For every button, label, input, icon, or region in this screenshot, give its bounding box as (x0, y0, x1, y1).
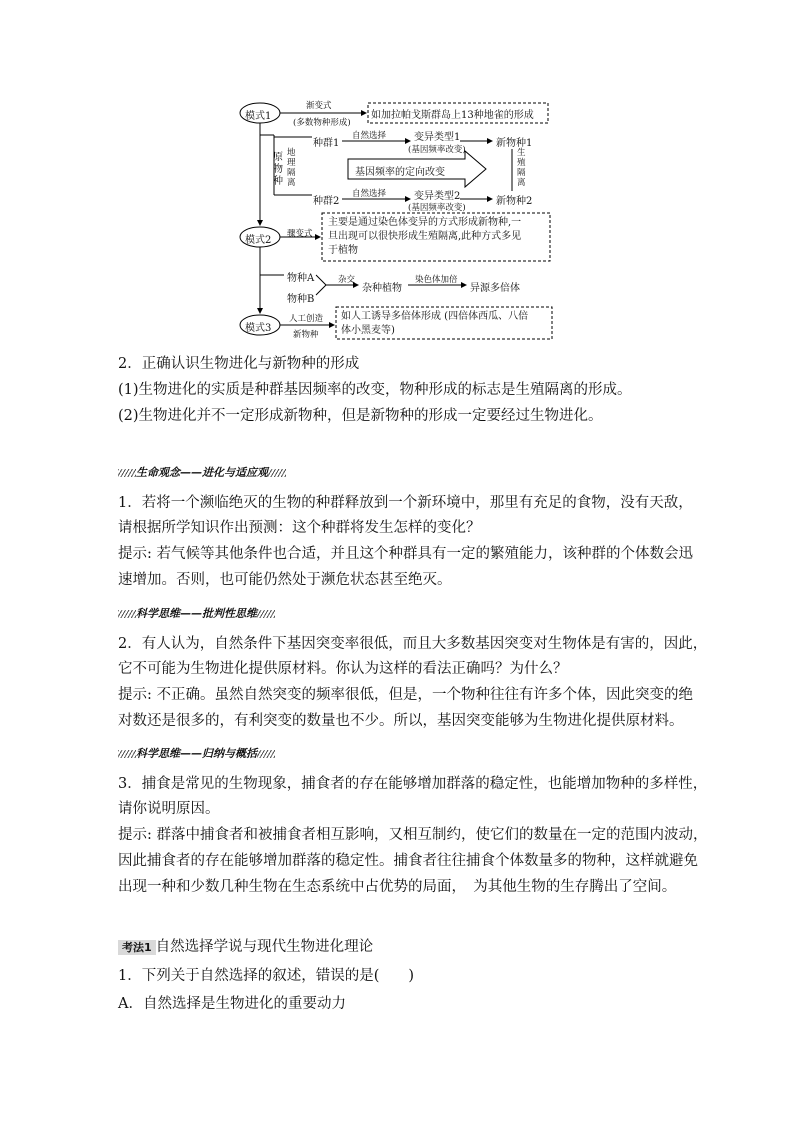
mode2-label: 模式2 (245, 235, 272, 246)
topic1-line: 速增加。否则，也可能仍然处于濒危状态甚至绝灭。 (118, 572, 452, 588)
topic2-line: 它不可能为生物进化提供原材料。你认为这样的看法正确吗？为什么？ (118, 661, 568, 677)
natural-selection-1: 自然选择 (352, 131, 387, 141)
speciesA-label: 物种A (287, 273, 315, 284)
population1-label: 种群1 (313, 138, 340, 149)
new-species2-label: 新物种2 (496, 196, 533, 207)
gene-freq-change-2: (基因频率改变) (408, 203, 466, 213)
topic3-header: 科学思维——归纳与概括 (118, 745, 275, 761)
natural-selection-2: 自然选择 (352, 189, 387, 199)
topic2-header: 科学思维——批判性思维 (118, 605, 275, 621)
topic2-line: 提示: 不正确。虽然自然突变的频率很低，但是，一个物种往往有许多个体，因此突变的绝 (118, 687, 693, 703)
section2-point1: (1)生物进化的实质是种群基因频率的改变，物种形成的标志是生殖隔离的形成。 (118, 382, 632, 398)
geo-isolation-label: 地 理 隔 离 (287, 148, 296, 188)
kaofa-title: 自然选择学说与现代生物进化理论 (155, 939, 374, 955)
original-species-label: 原 物 种 (273, 152, 283, 187)
new-species-label: 新物种 (293, 330, 319, 340)
topic2-line: 对数还是很多的，有利突变的数量也不少。所以，基因突变能够为生物进化提供原材料。 (118, 713, 684, 729)
topic1-header: 生命观念——进化与适应观 (118, 464, 286, 480)
population2-label: 种群2 (313, 196, 340, 207)
hybrid-plant-label: 杂种植物 (362, 283, 402, 294)
allopolyploid-label: 异源多倍体 (470, 283, 520, 294)
hybrid-label: 杂交 (338, 275, 356, 285)
gene-freq-change-1: (基因频率改变) (408, 145, 466, 155)
topic3-line: 请你说明原因。 (118, 801, 220, 817)
topic3-line: 因此捕食者的存在能够增加群落的稳定性。捕食者往往捕食个体数量多的物种，这样就避免 (118, 853, 698, 869)
option-a: A．自然选择是生物进化的重要动力 (118, 996, 346, 1012)
topic2-line: 2．有人认为，自然条件下基因突变率很低，而且大多数基因突变对生物体是有害的，因此， (118, 636, 708, 652)
question1: 1．下列关于自然选择的叙述，错误的是( ) (118, 968, 415, 984)
kaofa-badge: 考法1 (118, 940, 156, 955)
topic3-line: 3．捕食是常见的生物现象，捕食者的存在能够增加群落的稳定性，也能增加物种的多样性， (118, 776, 708, 792)
mode2-description: 主要是通过染色体变异的方式形成新物种,一 旦出现可以很快形成生殖隔离,此种方式多见 于植物 (328, 217, 522, 256)
kaofa-heading (118, 935, 373, 960)
variation1-label: 变异类型1 (414, 132, 461, 143)
section2-point2: (2)生物进化并不一定形成新物种，但是新物种的形成一定要经过生物进化。 (118, 408, 603, 424)
gradual-label: 渐变式 (306, 101, 332, 111)
galapagos-example: 如加拉帕戈斯群岛上13种地雀的形成 (371, 110, 534, 121)
sudden-label: 骤变式 (287, 229, 313, 239)
artificial-label: 人工创造 (289, 314, 324, 324)
mode3-label: 模式3 (245, 323, 272, 334)
speciesB-label: 物种B (287, 294, 315, 305)
section2-title: 2．正确认识生物进化与新物种的形成 (118, 356, 360, 372)
topic3-line: 提示: 群落中捕食者和被捕食者相互影响，又相互制约，使它们的数量在一定的范围内波动， (118, 827, 708, 843)
topic3-line: 出现一种和少数几种生物在生态系统中占优势的局面， 为其他生物的生存腾出了空间。 (118, 879, 677, 895)
topic1-line: 请根据所学知识作出预测：这个种群将发生怎样的变化？ (118, 520, 481, 536)
repro-isolation-label: 生 殖 隔 离 (517, 148, 526, 188)
mode1-label: 模式1 (245, 111, 272, 122)
chrom-double-label: 染色体加倍 (415, 275, 458, 285)
topic1-line: 1．若将一个濒临绝灭的生物的种群释放到一个新环境中，那里有充足的食物，没有天敌， (118, 495, 693, 511)
mode3-description: 如人工诱导多倍体形成 (四倍体西瓜、八倍 体小黑麦等) (341, 311, 529, 336)
gradual-sub-label: (多数物种形成) (293, 118, 351, 128)
directional-change-label: 基因频率的定向改变 (355, 167, 445, 178)
variation2-label: 变异类型2 (414, 191, 461, 202)
new-species1-label: 新物种1 (496, 138, 533, 149)
topic1-line: 提示: 若气候等其他条件也合适，并且这个种群具有一定的繁殖能力，该种群的个体数会迅 (118, 546, 693, 562)
